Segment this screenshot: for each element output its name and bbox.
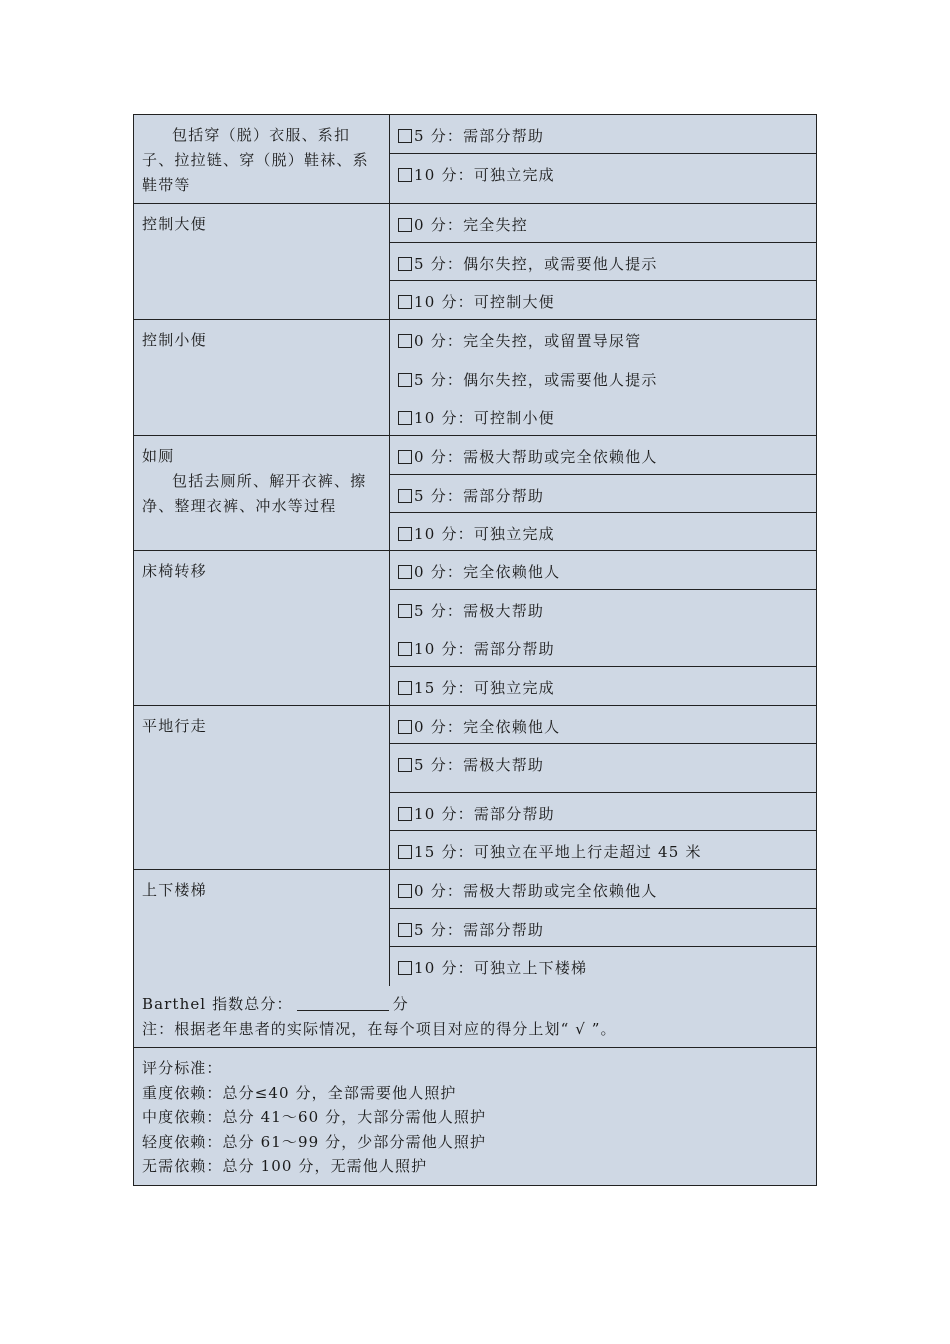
option-row[interactable] (390, 870, 816, 909)
option-row[interactable] (390, 947, 816, 985)
section-title: 平地行走 (142, 717, 207, 735)
section-title: 控制小便 (142, 331, 207, 349)
option-label: 0 分：完全失控 (414, 216, 528, 234)
option-row[interactable] (390, 154, 816, 204)
option-label: 15 分：可独立在平地上行走超过 45 米 (414, 843, 702, 861)
checkbox-icon[interactable] (398, 489, 412, 503)
checkbox-icon[interactable] (398, 884, 412, 898)
section-title: 床椅转移 (142, 562, 207, 580)
option-label: 10 分：可独立上下楼梯 (414, 959, 588, 977)
option-label: 5 分：需极大帮助 (414, 602, 545, 620)
option-row[interactable] (390, 281, 816, 319)
total-label: Barthel 指数总分： (142, 995, 293, 1013)
criteria-line: 重度依赖：总分≤40 分，全部需要他人照护 (142, 1083, 457, 1102)
option-row[interactable] (390, 590, 816, 628)
option-label: 10 分：需部分帮助 (414, 640, 555, 658)
option-row[interactable] (390, 628, 816, 667)
option-row[interactable] (390, 667, 816, 705)
criteria-title: 评分标准： (142, 1059, 223, 1077)
section-stairs (134, 870, 816, 1048)
total-score-field[interactable] (297, 996, 389, 1011)
option-label: 5 分：需部分帮助 (414, 487, 545, 505)
option-row[interactable] (390, 513, 816, 551)
checkbox-icon[interactable] (398, 720, 412, 734)
checkbox-icon[interactable] (398, 807, 412, 821)
checkbox-icon[interactable] (398, 129, 412, 143)
checkbox-icon[interactable] (398, 295, 412, 309)
checkbox-icon[interactable] (398, 845, 412, 859)
section-label (134, 436, 390, 550)
option-label: 15 分：可独立完成 (414, 679, 555, 697)
checkbox-icon[interactable] (398, 373, 412, 387)
note-line: 注：根据老年患者的实际情况，在每个项目对应的得分上划“ √ ”。 (142, 1020, 617, 1038)
option-label: 0 分：需极大帮助或完全依赖他人 (414, 882, 658, 900)
option-label: 10 分：可独立完成 (414, 166, 555, 184)
checkbox-icon[interactable] (398, 411, 412, 425)
option-label: 5 分：需部分帮助 (414, 127, 545, 145)
checkbox-icon[interactable] (398, 168, 412, 182)
option-row[interactable] (390, 793, 816, 831)
option-row[interactable] (390, 320, 816, 359)
section-dressing (134, 115, 816, 204)
section-bladder (134, 320, 816, 436)
option-row[interactable] (390, 706, 816, 744)
checkbox-icon[interactable] (398, 604, 412, 618)
option-row[interactable] (390, 909, 816, 947)
option-row[interactable] (390, 831, 816, 869)
option-row[interactable] (390, 397, 816, 435)
section-toilet (134, 436, 816, 551)
checkbox-icon[interactable] (398, 758, 412, 772)
option-row[interactable] (390, 115, 816, 154)
option-label: 0 分：需极大帮助或完全依赖他人 (414, 448, 658, 466)
total-score-line (142, 993, 409, 1014)
option-label: 10 分：可控制大便 (414, 293, 555, 311)
section-walking (134, 706, 816, 870)
option-row[interactable] (390, 551, 816, 590)
barthel-form (133, 114, 817, 1186)
option-label: 10 分：需部分帮助 (414, 805, 555, 823)
section-label (134, 320, 390, 435)
option-label: 5 分：偶尔失控，或需要他人提示 (414, 371, 658, 389)
option-row[interactable] (390, 359, 816, 397)
section-label (134, 204, 390, 319)
option-row[interactable] (390, 204, 816, 243)
total-unit: 分 (392, 995, 409, 1013)
section-desc: 包括去厕所、解开衣裤、擦净、整理衣裤、冲水等过程 (142, 472, 367, 515)
option-label: 5 分：偶尔失控，或需要他人提示 (414, 255, 658, 273)
section-label (134, 115, 390, 203)
option-row[interactable] (390, 475, 816, 513)
option-label: 10 分：可控制小便 (414, 409, 555, 427)
scoring-criteria (134, 1048, 816, 1179)
option-label: 0 分：完全失控，或留置导尿管 (414, 332, 642, 350)
option-row[interactable] (390, 243, 816, 281)
section-transfer (134, 551, 816, 706)
checkbox-icon[interactable] (398, 218, 412, 232)
option-row[interactable] (390, 436, 816, 475)
section-desc: 包括穿（脱）衣服、系扣子、拉拉链、穿（脱）鞋袜、系鞋带等 (142, 126, 369, 194)
option-label: 0 分：完全依赖他人 (414, 563, 561, 581)
checkbox-icon[interactable] (398, 923, 412, 937)
section-bowel (134, 204, 816, 320)
option-label: 10 分：可独立完成 (414, 525, 555, 543)
section-label (134, 706, 390, 869)
checkbox-icon[interactable] (398, 257, 412, 271)
checkbox-icon[interactable] (398, 961, 412, 975)
section-title: 如厕 (142, 447, 175, 465)
option-label: 5 分：需极大帮助 (414, 756, 545, 774)
checkbox-icon[interactable] (398, 642, 412, 656)
section-label (134, 551, 390, 705)
option-label: 5 分：需部分帮助 (414, 921, 545, 939)
criteria-line: 无需依赖：总分 100 分，无需他人照护 (142, 1157, 428, 1175)
option-label: 0 分：完全依赖他人 (414, 718, 561, 736)
checkbox-icon[interactable] (398, 681, 412, 695)
checkbox-icon[interactable] (398, 527, 412, 541)
section-title: 上下楼梯 (142, 881, 207, 899)
option-row[interactable] (390, 744, 816, 793)
checkbox-icon[interactable] (398, 565, 412, 579)
section-title: 控制大便 (142, 215, 207, 233)
criteria-line: 中度依赖：总分 41～60 分，大部分需他人照护 (142, 1108, 487, 1126)
criteria-line: 轻度依赖：总分 61～99 分，少部分需他人照护 (142, 1132, 487, 1151)
checkbox-icon[interactable] (398, 334, 412, 348)
checkbox-icon[interactable] (398, 450, 412, 464)
